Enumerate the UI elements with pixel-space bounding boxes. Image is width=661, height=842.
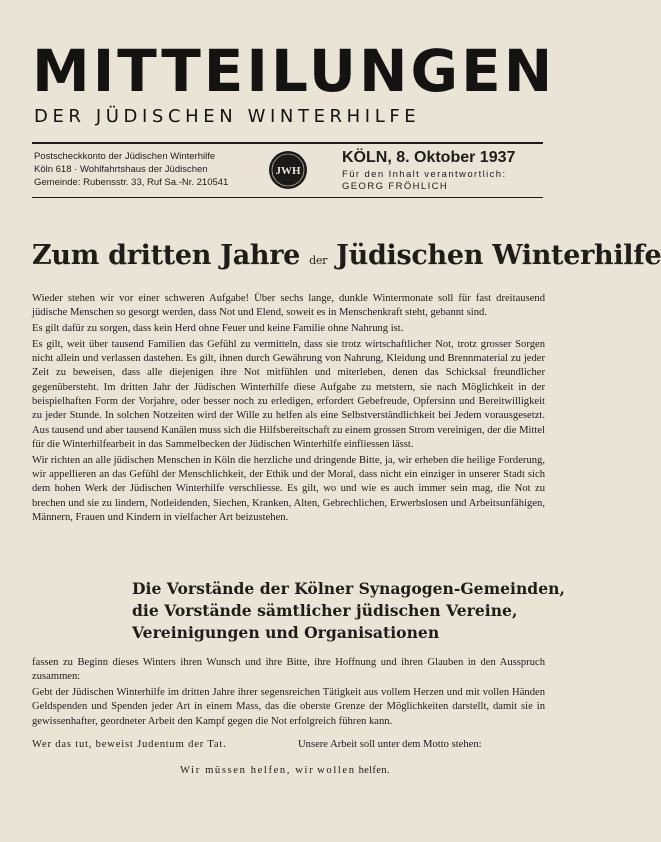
paragraph: Wieder stehen wir vor einer schweren Aufgabe! Über sechs lange, dunkle Wintermonate soll für fast dreitausend jüdische Menschen so gesorgt werden, dass Not und Elend, soweit es in Menschenkraft steht, gebannt sind.	[32, 293, 545, 319]
postal-info	[34, 150, 274, 189]
motto	[180, 765, 480, 776]
masthead-rule-bottom	[32, 197, 543, 198]
headline-part-2: Jüdischen Winterhilfe	[336, 240, 661, 271]
postal-info-line: Gemeinde: Rubensstr. 33, Ruf Sa.-Nr. 210541	[34, 177, 229, 188]
masthead-subtitle: DER JÜDISCHEN WINTERHILFE	[34, 106, 421, 127]
appeal-body	[32, 656, 545, 730]
article-headline	[32, 240, 661, 271]
motto-emphasis: wollen	[317, 765, 356, 776]
paragraph: Es gilt, weit über tausend Familien das Gefühl zu vermitteln, dass sie trotz wirtschaftlicher Not, trotz grosser Sorgen nicht allein und verlassen dastehen. Es gilt, ihnen durch Gewährung von Nahrung, Kleidung und Brennmaterial zu jeder Zeit zu beweisen, dass alle diejenigen ihre Not mitfühlen und miterleben, denen das Schicksal freundlicher gegenübersteht. Im dritten Jahr der Jüdischen Winterhilfe diese Aufgabe zu metstern, sie nach Möglichkeit in der beispielhaften Form der Vorjahre, oder besser noch zu erledigen, erfordert Gebefreude, Opfersinn und Bereitwilligkeit zu jeder Stunde. In solchen Notzeiten wird der Wille zu helfen als eine Selbstverständlichkeit bei Jedem vorausgesetzt. Aus tausend und aber tausend Kanälen muss sich die Hilfsbereitschaft zu einem grossen Strom vereinigen, der die Mittel für die Winterhilfearbeit in das Sammelbecken der Jüdischen Winterhilfe einfliessen lässt.	[32, 338, 545, 450]
motto-intro: Unsere Arbeit soll unter dem Motto stehen:	[298, 739, 482, 750]
paragraph: fassen zu Beginn dieses Winters ihren Wunsch und ihre Bitte, ihre Hoffnung und ihren Glauben in den Ausspruch zusammen:	[32, 657, 545, 683]
postal-info-line: Köln 618 · Wohlfahrtshaus der Jüdischen	[34, 164, 208, 175]
closing-line	[32, 739, 545, 750]
appeal-heading-line: die Vorstände sämtlicher jüdischen Vereine,	[132, 601, 518, 620]
paragraph: Es gilt dafür zu sorgen, dass kein Herd ohne Feuer und keine Familie ohne Nahrung ist.	[32, 323, 404, 335]
editor-label: Für den Inhalt verantwortlich:	[342, 169, 507, 180]
motto-part-1: Wir müssen helfen, wir	[180, 765, 315, 776]
headline-part-1: Zum dritten Jahre	[32, 240, 301, 271]
editor-credit	[342, 169, 552, 193]
masthead-title: MITTEILUNGEN	[32, 37, 556, 105]
appeal-heading-line: Die Vorstände der Kölner Synagogen-Gemeinden,	[132, 579, 565, 598]
headline-der: der	[309, 254, 328, 267]
motto-part-3: helfen.	[358, 765, 390, 776]
logo-text: JWH	[275, 165, 301, 177]
masthead-rule-top	[32, 142, 543, 144]
article-body	[32, 292, 545, 527]
paragraph: Wir richten an alle jüdischen Menschen in Köln die herzliche und dringende Bitte, ja, wir erheben die heilige Forderung, wir appellieren an das Gefühl der Menschlichkeit, der Ethik und der Moral, dass nicht ein einziger in unserer Stadt sich dem hohen Werk der Jüdischen Winterhilfe verschliesse. Es gilt, wo und wie es auch immer sein mag, die Not zu brechen und sie zu lindern, Notleidenden, Siechen, Kranken, Alten, Gebrechlichen, Erwerbslosen und Arbeitsunfähigen, Männern, Frauen und Kindern in vielfacher Art beizustehen.	[32, 454, 545, 523]
closing-statement: Wer das tut, beweist Judentum der Tat.	[32, 739, 227, 750]
appeal-heading	[132, 578, 565, 644]
jwh-logo	[268, 150, 308, 190]
postal-info-line: Postscheckkonto der Jüdischen Winterhilfe	[34, 151, 216, 162]
paragraph: Gebt der Jüdischen Winterhilfe im dritten Jahre ihrer segensreichen Tätigkeit aus vollem Herzen und mit vollen Händen Geldspenden und Spenden jeder Art in einem Mass, das die oberste Grenze der Möglichkeiten darstellt, damit sie in gewissenhafter, geordneter Arbeit den Kampf gegen die Not erfolgreich führen kann.	[32, 687, 545, 727]
appeal-heading-line: Vereinigungen und Organisationen	[132, 623, 440, 642]
issue-date: KÖLN, 8. Oktober 1937	[342, 149, 516, 166]
editor-name: GEORG FRÖHLICH	[342, 181, 449, 192]
